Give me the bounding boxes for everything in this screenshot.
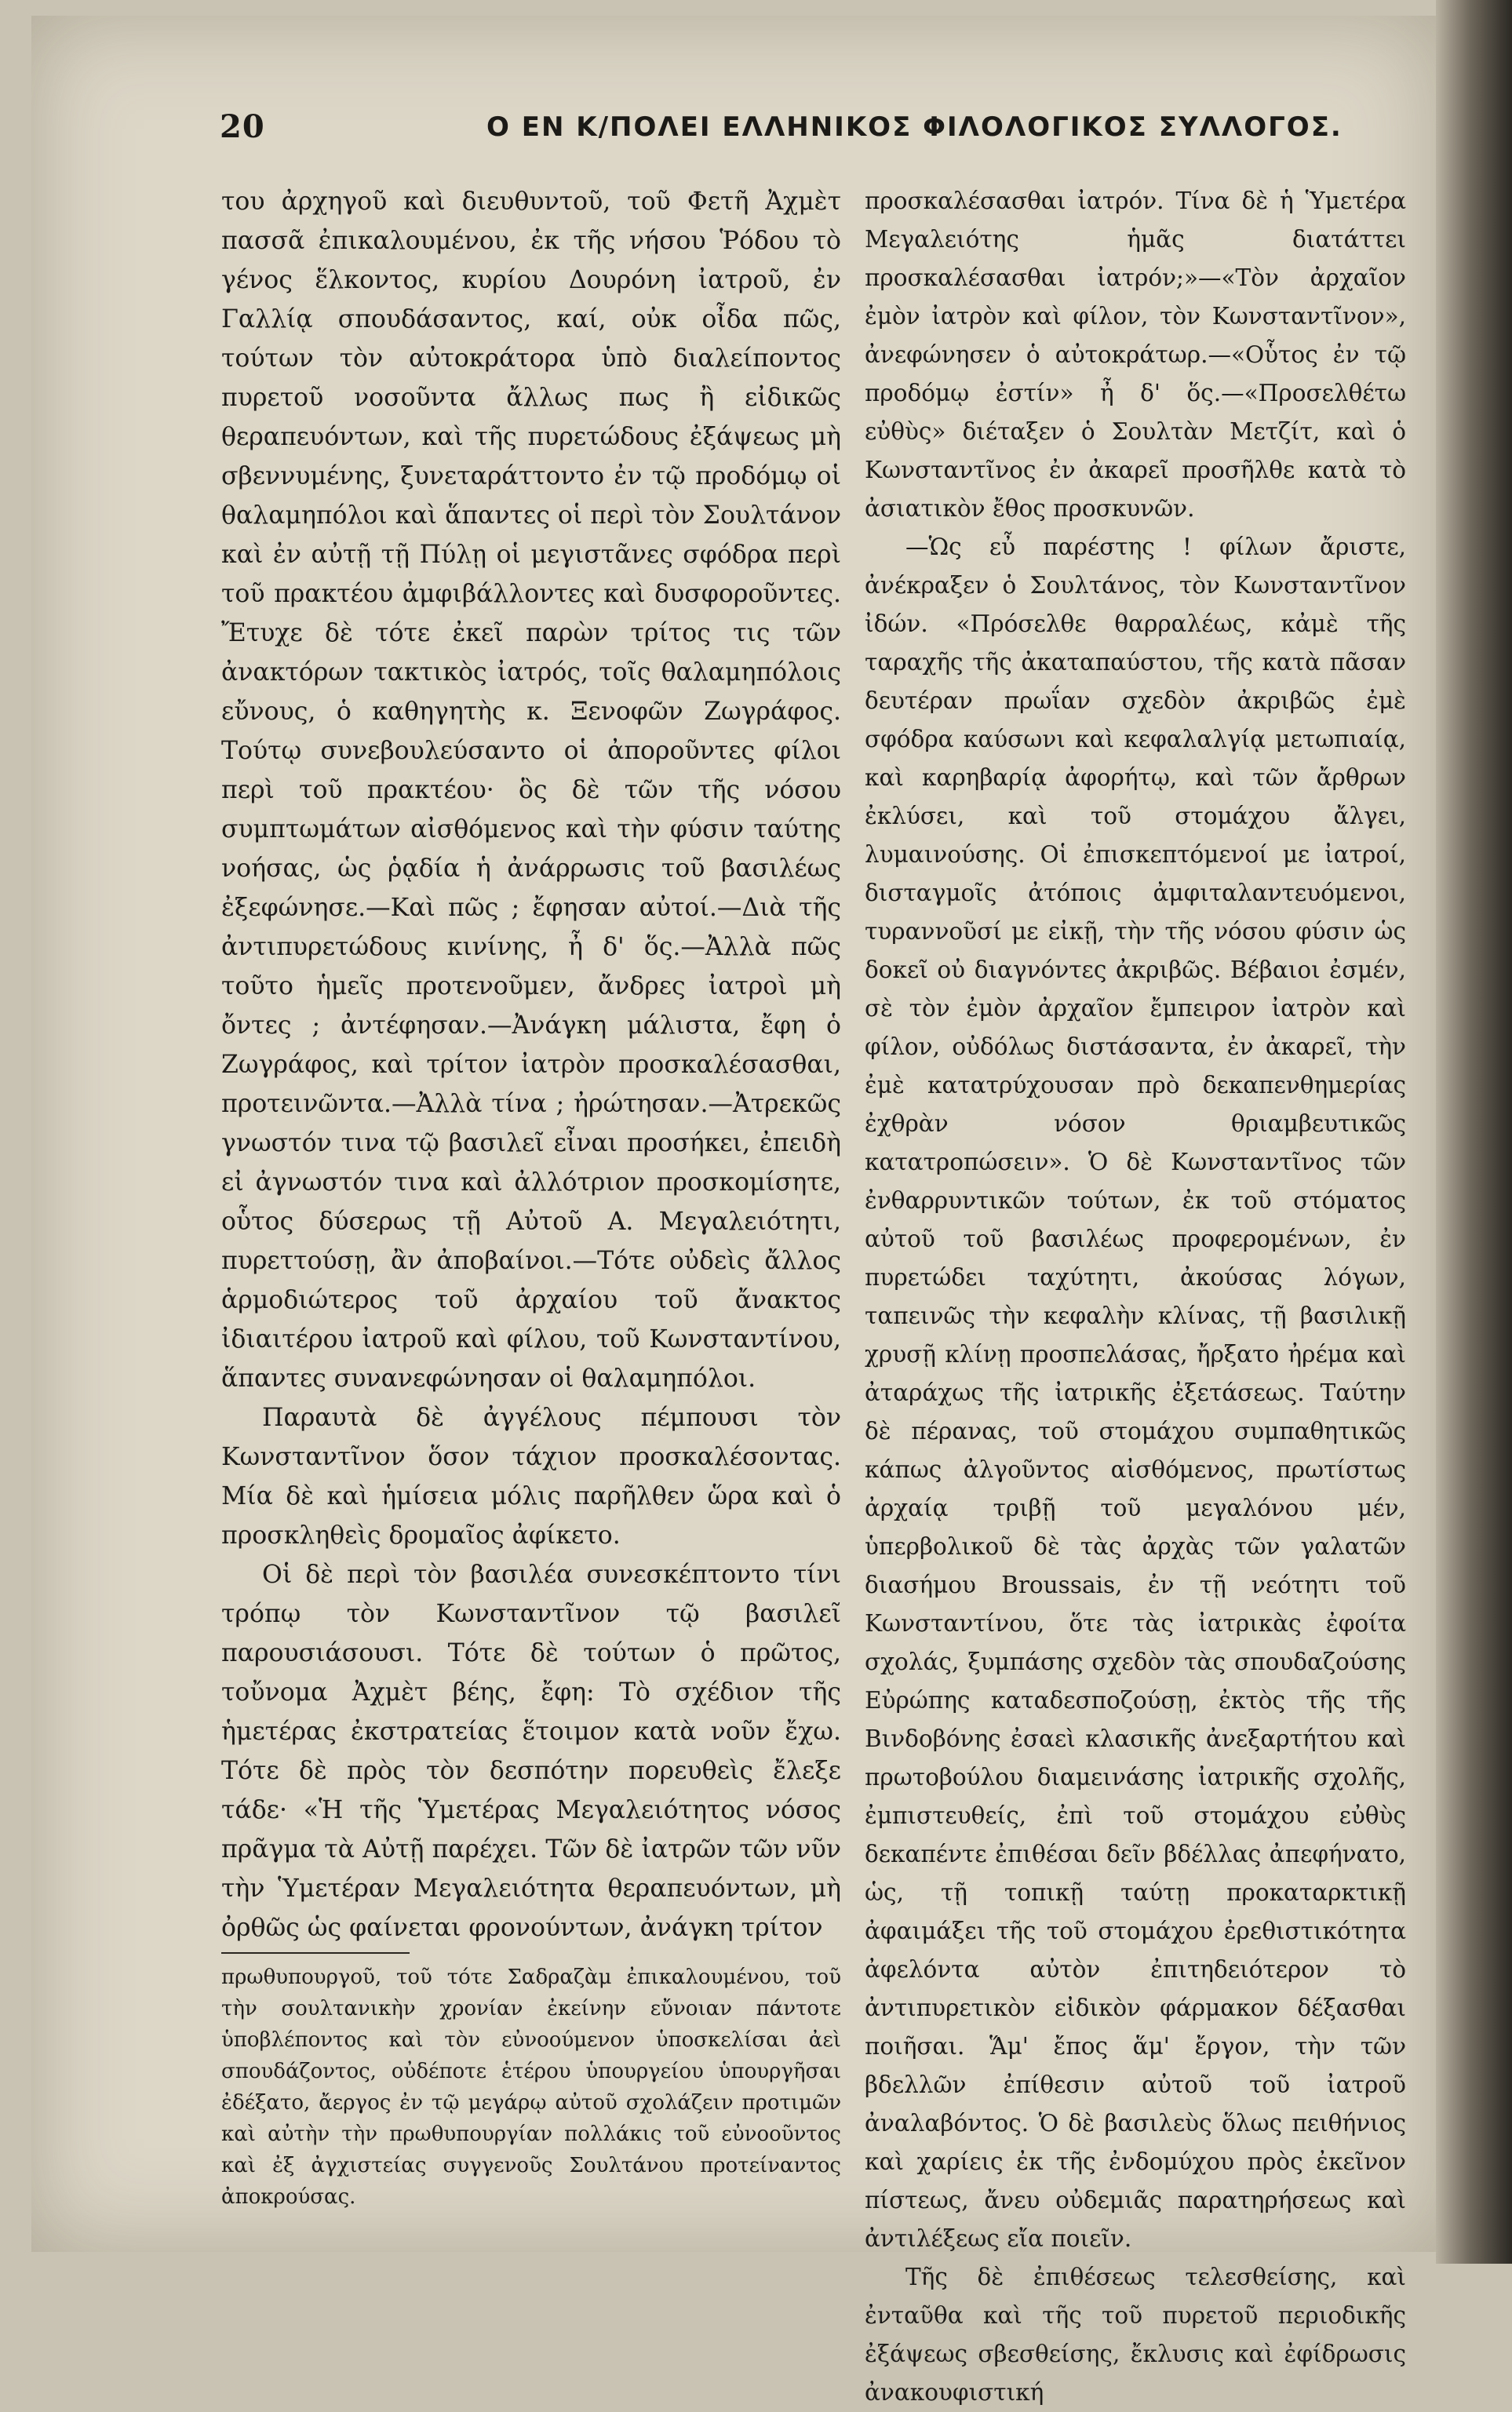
left-paragraph-3: Οἱ δὲ περὶ τὸν βασιλέα συνεσκέπτοντο τίνι τρόπῳ τὸν Κωνσταντῖνον τῷ βασιλεῖ παρουσιάσουσι. Τότε δὲ τούτων ὁ πρῶτος, τοὔνομα Ἀχμὲτ βέης, ἔφη: Τὸ σχέδιον τῆς ἡμετέρας ἐκστρατείας ἕτοιμον κατὰ νοῦν ἔχω. Τότε δὲ πρὸς τὸν δεσπότην πορευθεὶς ἔλεξε τάδε· «Ἡ τῆς Ὑμετέρας Μεγαλειότητος νόσος πρᾶγμα τὰ Αὐτῇ παρέχει. Τῶν δὲ ἰατρῶν τῶν νῦν τὴν Ὑμετέραν Μεγαλειότητα θεραπευόντων, μὴ ὀρθῶς ὡς φαίνεται φρονούντων, ἀνάγκη τρίτον <box>221 1561 841 1942</box>
page-number: 20 <box>220 108 265 145</box>
running-title: Ο ΕΝ Κ/ΠΟΛΕΙ ΕΛΛΗΝΙΚΟΣ ΦΙΛΟΛΟΓΙΚΟΣ ΣΥΛΛΟΓΟΣ. <box>486 111 1343 143</box>
left-column <box>221 182 841 2213</box>
page-header <box>220 108 1397 152</box>
footnote: πρωθυπουργοῦ, τοῦ τότε Σαδραζὰμ ἐπικαλουμένου, τοῦ τὴν σουλτανικὴν χρονίαν ἐκείνην εὔνοιαν πάντοτε ὑποβλέποντος καὶ τὸν εὐνοούμενον ὑποσκελίσαι ἀεὶ σπουδάζοντος, οὐδέποτε ἑτέρου ὑπουργείου ὑπουργῆσαι ἐδέξατο, ἄεργος ἐν τῷ μεγάρῳ αὐτοῦ σχολάζειν προτιμῶν καὶ αὐτὴν τὴν πρωθυπουργίαν πολλάκις τοῦ εὐνοοῦντος καὶ ἐξ ἀγχιστείας συγγενοῦς Σουλτάνου προτείναντος ἀποκρούσας. <box>221 1966 841 2209</box>
right-paragraph-2: —Ὡς εὖ παρέστης ! φίλων ἄριστε, ἀνέκραξεν ὁ Σουλτάνος, τὸν Κωνσταντῖνον ἰδών. «Πρόσελθε θαρραλέως, κἀμὲ τῆς ταραχῆς τῆς ἀκαταπαύστου, τῆς κατὰ πᾶσαν δευτέραν πρωΐαν σχεδὸν ἀκριβῶς ἐμὲ σφόδρα καύσωνι καὶ κεφαλαλγίᾳ μετωπιαίᾳ, καὶ καρηβαρίᾳ ἀφορήτῳ, καὶ τῶν ἄρθρων ἐκλύσει, καὶ τοῦ στομάχου ἄλγει, λυμαινούσης. Οἱ ἐπισκεπτόμενοί με ἰατροί, δισταγμοῖς ἀτόποις ἀμφιταλαντευόμενοι, τυραννοῦσί με εἰκῇ, τὴν τῆς νόσου φύσιν ὡς δοκεῖ οὐ διαγνόντες ἀκριβῶς. Βέβαιοι ἐσμέν, σὲ τὸν ἐμὸν ἀρχαῖον ἔμπειρον ἰατρὸν καὶ φίλον, οὐδόλως διστάσαντα, ἐν ἀκαρεῖ, τὴν ἐμὲ κατατρύχουσαν πρὸ δεκαπενθημερίας ἐχθρὰν νόσον θριαμβευτικῶς κατατροπώσειν». Ὁ δὲ Κωνσταντῖνος τῶν ἐνθαρρυντικῶν τούτων, ἐκ τοῦ στόματος αὐτοῦ τοῦ βασιλέως προφερομένων, ἐν πυρετώδει ταχύτητι, ἀκούσας λόγων, ταπεινῶς τὴν κεφαλὴν κλίνας, τῇ βασιλικῇ χρυσῇ κλίνῃ προσπελάσας, ἤρξατο ἠρέμα καὶ ἀταράχως τῆς ἰατρικῆς ἐξετάσεως. Ταύτην δὲ πέρανας, τοῦ στομάχου συμπαθητικῶς κάπως ἀλγοῦντος αἰσθόμενος, πρωτίστως ἀρχαίᾳ τριβῇ τοῦ μεγαλόνου μέν, ὑπερβολικοῦ δὲ τὰς ἀρχὰς τῶν γαλατῶν διασήμου Broussais, ἐν τῇ νεότητι τοῦ Κωνσταντίνου, ὅτε τὰς ἰατρικὰς ἐφοίτα σχολάς, ξυμπάσης σχεδὸν τὰς σπουδαζούσης Εὐρώπης καταδεσποζούσῃ, ἐκτὸς τῆς τῆς Βινδοβόνης ἐσαεὶ κλασικῆς ἀνεξαρτήτου καὶ πρωτοβούλου διαμεινάσης ἰατρικῆς σχολῆς, ἐμπιστευθείς, ἐπὶ τοῦ στομάχου εὐθὺς δεκαπέντε ἐπιθέσαι δεῖν βδέλλας ἀπεφήνατο, ὡς, τῇ τοπικῇ ταύτῃ προκαταρκτικῇ ἀφαιμάξει τῆς τοῦ στομάχου ἐρεθιστικότητα ἀφελόντα αὐτὸν ἐπιτηδειότερον τὸ ἀντιπυρετικὸν εἰδικὸν φάρμακον δέξασθαι ποιῆσαι. Ἅμ' ἔπος ἅμ' ἔργον, τὴν τῶν βδελλῶν ἐπίθεσιν αὐτοῦ τοῦ ἰατροῦ ἀναλαβόντος. Ὁ δὲ βασιλεὺς ὅλως πειθήνιος καὶ χαρίεις ἐκ τῆς ἐνδομύχου πρὸς ἐκεῖνον πίστεως, ἄνευ οὐδεμιᾶς παρατηρήσεως καὶ ἀντιλέξεως εἴα ποιεῖν. <box>865 534 1406 2252</box>
footnote-rule <box>221 1952 410 1954</box>
right-column <box>865 182 1406 2412</box>
right-paragraph-3: Τῆς δὲ ἐπιθέσεως τελεσθείσης, καὶ ἐνταῦθα καὶ τῆς τοῦ πυρετοῦ περιοδικῆς ἐξάψεως σβεσθείσης, ἔκλυσις καὶ ἐφίδρωσις ἀνακουφιστική <box>865 2264 1406 2406</box>
book-spine-shadow <box>1436 0 1512 2264</box>
left-paragraph-2: Παραυτὰ δὲ ἀγγέλους πέμπουσι τὸν Κωνσταντῖνον ὅσον τάχιον προσκαλέσοντας. Μία δὲ καὶ ἡμίσεια μόλις παρῆλθεν ὥρα καὶ ὁ προσκληθεὶς δρομαῖος ἀφίκετο. <box>221 1404 841 1550</box>
book-page <box>31 16 1436 2406</box>
left-paragraph-1: του ἀρχηγοῦ καὶ διευθυντοῦ, τοῦ Φετῆ Ἀχμὲτ πασσᾶ ἐπικαλουμένου, ἐκ τῆς νήσου Ῥόδου τὸ γένος ἕλκοντος, κυρίου Δουρόνη ἰατροῦ, ἐν Γαλλίᾳ σπουδάσαντος, καί, οὐκ οἶδα πῶς, τούτων τὸν αὐτοκράτορα ὑπὸ διαλείποντος πυρετοῦ νοσοῦντα ἄλλως πως ἢ εἰδικῶς θεραπευόντων, καὶ τῆς πυρετώδους ἐξάψεως μὴ σβεννυμένης, ξυνεταράττοντο ἐν τῷ προδόμῳ οἱ θαλαμηπόλοι καὶ ἅπαντες οἱ περὶ τὸν Σουλτάνον καὶ ἐν αὐτῇ τῇ Πύλῃ οἱ μεγιστᾶνες σφόδρα περὶ τοῦ πρακτέου ἀμφιβάλλοντες καὶ δυσφοροῦντες. Ἔτυχε δὲ τότε ἐκεῖ παρὼν τρίτος τις τῶν ἀνακτόρων τακτικὸς ἰατρός, τοῖς θαλαμηπόλοις εὔνους, ὁ καθηγητὴς κ. Ξενοφῶν Ζωγράφος. Τούτῳ συνεβουλεύσαντο οἱ ἀποροῦντες φίλοι περὶ τοῦ πρακτέου· ὃς δὲ τῶν τῆς νόσου συμπτωμάτων αἰσθόμενος καὶ τὴν φύσιν ταύτης νοήσας, ὡς ῥᾳδία ἡ ἀνάρρωσις τοῦ βασιλέως ἐξεφώνησε.—Καὶ πῶς ; ἔφησαν αὐτοί.—Διὰ τῆς ἀντιπυρετώδους κινίνης, ἦ δ' ὅς.—Ἀλλὰ πῶς τοῦτο ἡμεῖς προτενοῦμεν, ἄνδρες ἰατροὶ μὴ ὄντες ; ἀντέφησαν.—Ἀνάγκη μάλιστα, ἔφη ὁ Ζωγράφος, καὶ τρίτον ἰατρὸν προσκαλέσασθαι, προτεινῶντα.—Ἀλλὰ τίνα ; ἠρώτησαν.—Ἀτρεκῶς γνωστόν τινα τῷ βασιλεῖ εἶναι προσήκει, ἐπειδὴ εἰ ἀγνωστόν τινα καὶ ἀλλότριον προσκομίσητε, οὗτος δύσερως τῇ Αὐτοῦ Α. Μεγαλειότητι, πυρεττούσῃ, ἂν ἀποβαίνοι.—Τότε οὐδεὶς ἄλλος ἁρμοδιώτερος τοῦ ἀρχαίου τοῦ ἄνακτος ἰδιαιτέρου ἰατροῦ καὶ φίλου, τοῦ Κωνσταντίνου, ἅπαντες συνανεφώνησαν οἱ θαλαμηπόλοι. <box>221 188 841 1393</box>
right-paragraph-1: προσκαλέσασθαι ἰατρόν. Τίνα δὲ ἡ Ὑμετέρα Μεγαλειότης ἡμᾶς διατάττει προσκαλέσασθαι ἰατρόν;»—«Τὸν ἀρχαῖον ἐμὸν ἰατρὸν καὶ φίλον, τὸν Κωνσταντῖνον», ἀνεφώνησεν ὁ αὐτοκράτωρ.—«Οὗτος ἐν τῷ προδόμῳ ἐστίν» ἦ δ' ὅς.—«Προσελθέτω εὐθὺς» διέταξεν ὁ Σουλτὰν Μετζίτ, καὶ ὁ Κωνσταντῖνος ἐν ἀκαρεῖ προσῆλθε κατὰ τὸ ἀσιατικὸν ἔθος προσκυνῶν. <box>865 188 1406 522</box>
